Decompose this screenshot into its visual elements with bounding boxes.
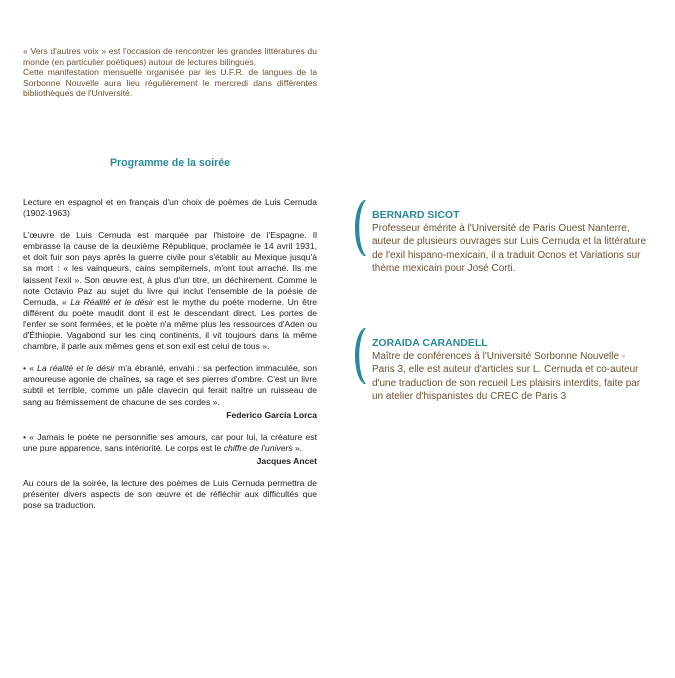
programme-body bbox=[23, 197, 317, 522]
intro-block bbox=[23, 46, 317, 99]
closing-paragraph: Au cours de la soirée, la lecture des poèmes de Luis Cernuda permettra de présenter divers aspects de son œuvre et de réfléchir aux difficultés que pose sa traduction. bbox=[23, 477, 317, 511]
quote-ancet-text: • « Jamais le poète ne personnifie ses amours, car pour lui, la créature est une pure apparence, sans intériorité. Le corps est le bbox=[23, 431, 317, 453]
oeuvre-text-2: est le mythe du poète moderne. Un être différent du poète maudit dont il est le descendant direct. Les portes de l'enfer se sont fermées, et le poète n'a même plus les ressources d'Aden ou d'Éthiopie. Vagabond sur les cinq continents, il vit toujours dans la même chambre, il parle aux mêmes gens et son exil est celui de tous ». bbox=[23, 296, 317, 352]
speaker-bio: Professeur émérite à l'Université de Paris Ouest Nanterre, auteur de plusieurs ouvrages sur Luis Cernuda et la littérature de l'exil hispano-mexicain, il a traduit Ocnos et Variations sur thème mexicain pour José Corti. bbox=[372, 223, 647, 275]
speaker-zoraida-carandell bbox=[350, 337, 650, 404]
quote-ancet bbox=[23, 432, 317, 454]
quote-ancet-author: Jacques Ancet bbox=[256, 455, 317, 466]
oeuvre-paragraph bbox=[23, 230, 317, 352]
quote-lorca-text: m'a ébranlé, envahi : sa perfection immaculée, son amoureuse agonie de chaînes, sa rage et ses pierres d'ombre. C'est un livre subtil et terrible, comme un pâle clavecin qui ferait naître un ruisseau de sang au frémissement de chacune de ses cordes ». bbox=[23, 363, 317, 407]
speaker-bernard-sicot bbox=[350, 209, 650, 276]
lecture-paragraph: Lecture en espagnol et en français d'un choix de poèmes de Luis Cernuda (1902-1963) bbox=[23, 197, 317, 219]
intro-paragraph-1: « Vers d'autres voix » est l'occasion de rencontrer les grandes littératures du monde (en particulier poétiques) autour de lectures bilingues. bbox=[23, 46, 317, 67]
speaker-bio: Maître de conférences à l'Université Sorbonne Nouvelle - Paris 3, elle est auteur d'articles sur L. Cernuda et co-auteur d'une traduction de son recueil Les plaisirs interdits, faite par un atelier d'hispanistes du CREC de Paris 3 bbox=[372, 351, 641, 403]
speaker-name: ZORAIDA CARANDELL bbox=[372, 337, 488, 349]
quote-lorca-author: Federico García Lorca bbox=[226, 409, 317, 420]
bracket-decoration-icon bbox=[350, 328, 366, 384]
quote-lorca-italic: La réalité et le désir bbox=[37, 363, 116, 374]
quote-lorca bbox=[23, 363, 317, 407]
intro-paragraph-2: Cette manifestation mensuelle organisée par les U.F.R. de langues de la Sorbonne Nouvelle aura lieu régulièrement le mercredi dans différentes bibliothèques de l'Université. bbox=[23, 67, 317, 99]
quote-ancet-italic: chiffre de l'univers bbox=[223, 442, 293, 453]
speaker-name: BERNARD SICOT bbox=[372, 209, 460, 221]
bracket-decoration-icon bbox=[350, 200, 366, 256]
oeuvre-title-italic: La Réalité et le désir bbox=[70, 296, 154, 307]
programme-title: Programme de la soirée bbox=[109, 157, 231, 169]
quote-ancet-end: ». bbox=[292, 442, 303, 453]
quote-lorca-bullet: • « bbox=[23, 363, 38, 374]
oeuvre-text-1: L'œuvre de Luis Cernuda est marquée par l'histoire de l'Espagne. Il embrasse la cause de la deuxième République, proclamée le 14 avril 1931, et doit fuir son pays après la guerre civile pour s'établir au Mexique jusqu'à sa mort : « les vainqueurs, cains sempiternels, m'ont tout arraché. Ils me laissent l'exil ». Son œuvre est, à plus d'un titre, un déchirement. Comme le note Octavio Paz au sujet du livre qui inclut l'ensemble de la poésie de Cernuda, « bbox=[23, 230, 317, 307]
